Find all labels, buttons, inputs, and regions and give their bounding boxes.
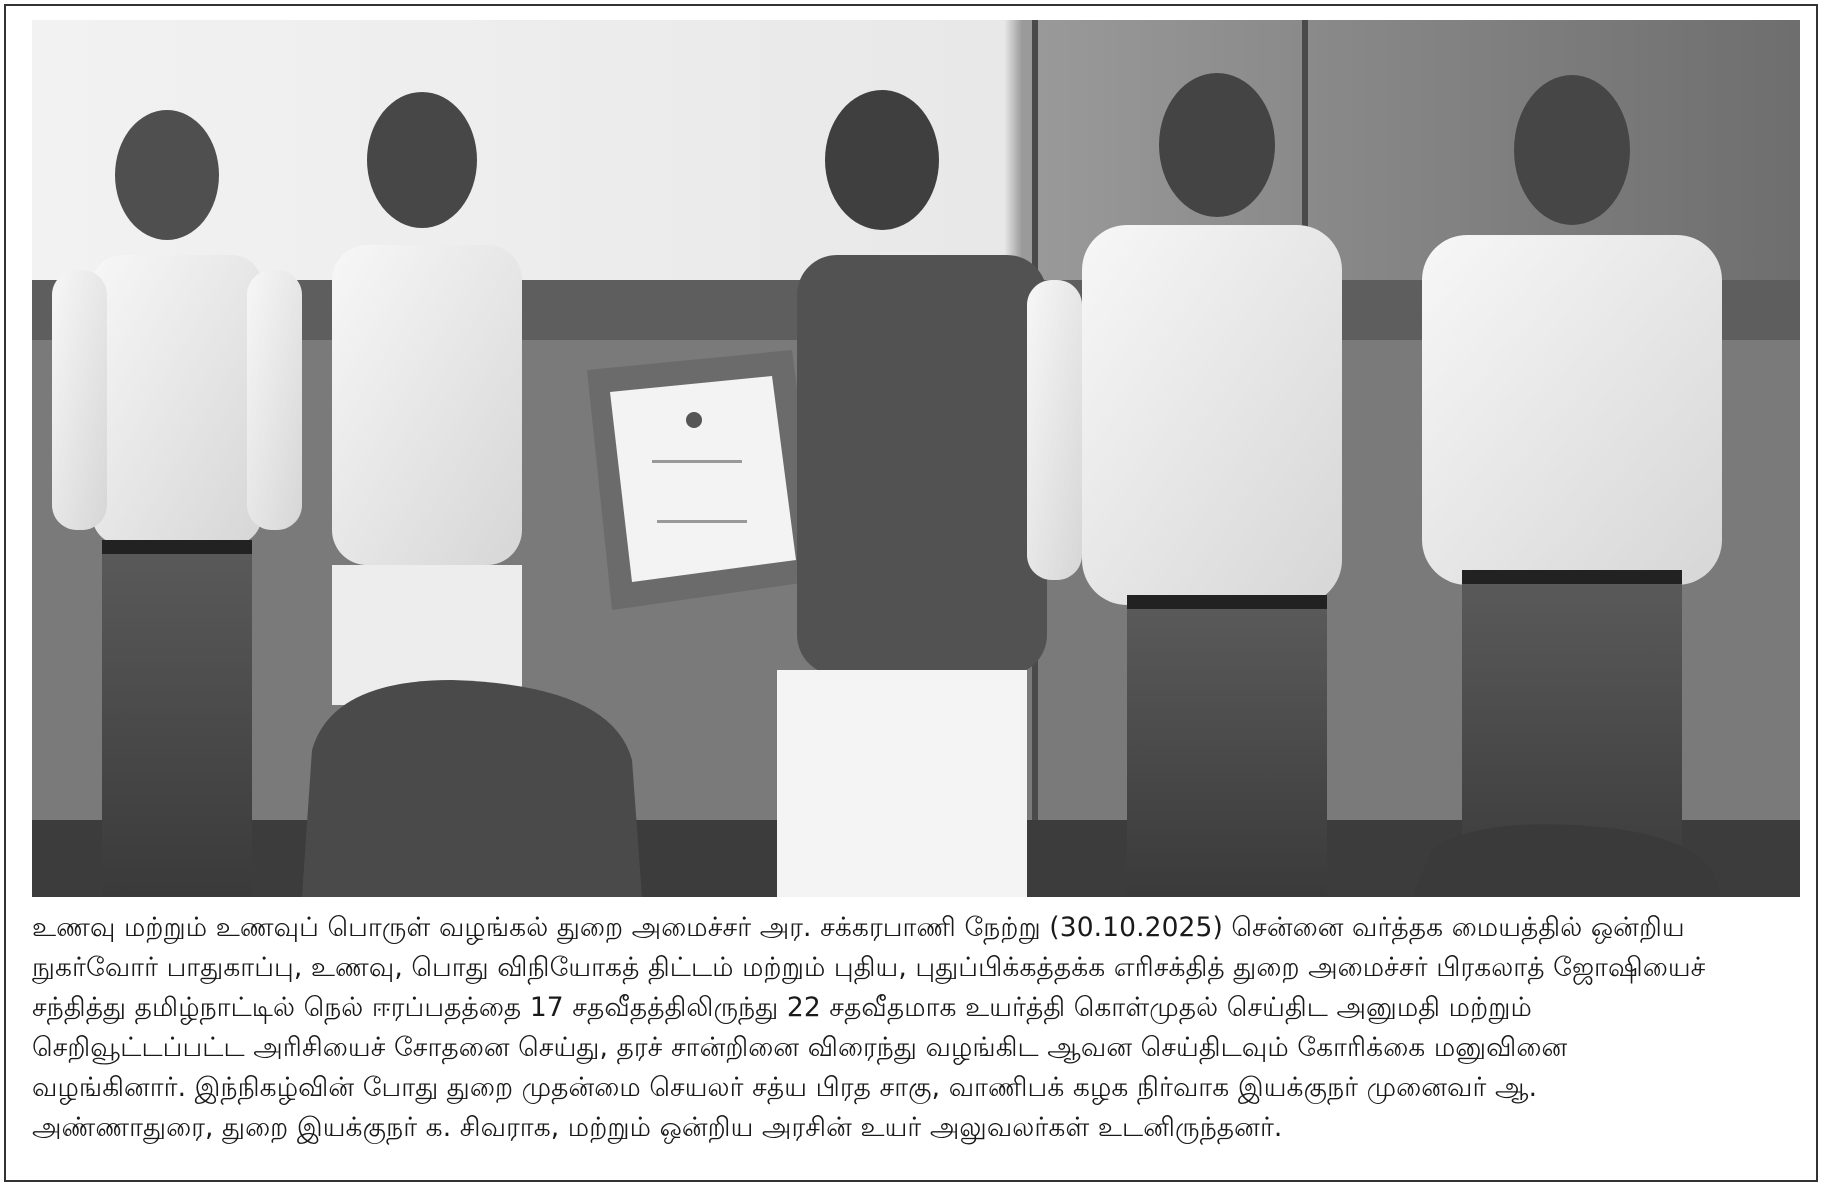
photo-caption <box>32 908 1800 1148</box>
caption-line: நுகர்வோர் பாதுகாப்பு, உணவு, பொது விநியோகத் திட்டம் மற்றும் புதிய, புதுப்பிக்கத்தக்க எரிசக்தித் துறை அமைச்சர் பிரகலாத் ஜோஷியைச் <box>32 952 1706 983</box>
caption-line: உணவு மற்றும் உணவுப் பொருள் வழங்கல் துறை அமைச்சர் அர. சக்கரபாணி நேற்று (30.10.2025) சென்னை வர்த்தக மையத்தில் ஒன்றிய <box>32 912 1685 943</box>
caption-line: செறிவூட்டப்பட்ட அரிசியைச் சோதனை செய்து, தரச் சான்றினை விரைந்து வழங்கிட ஆவன செய்திடவும் கோரிக்கை மனுவினை <box>32 1032 1568 1063</box>
certificate-frame <box>587 350 822 610</box>
photo-illustration <box>32 20 1800 897</box>
caption-line: அண்ணாதுரை, துறை இயக்குநர் க. சிவராக, மற்றும் ஒன்றிய அரசின் உயர் அலுவலர்கள் உடனிருந்தனர். <box>32 1112 1283 1143</box>
caption-line: சந்தித்து தமிழ்நாட்டில் நெல் ஈரப்பதத்தை 17 சதவீதத்திலிருந்து 22 சதவீதமாக உயர்த்தி கொள்முதல் செய்திட அனுமதி மற்றும் <box>32 992 1532 1023</box>
newspaper-clipping <box>4 4 1818 1182</box>
news-photograph <box>32 20 1800 897</box>
caption-line: வழங்கினார். இந்நிகழ்வின் போது துறை முதன்மை செயலர் சத்ய பிரத சாகு, வாணிபக் கழக நிர்வாக இயக்குநர் முனைவர் ஆ. <box>32 1072 1538 1103</box>
